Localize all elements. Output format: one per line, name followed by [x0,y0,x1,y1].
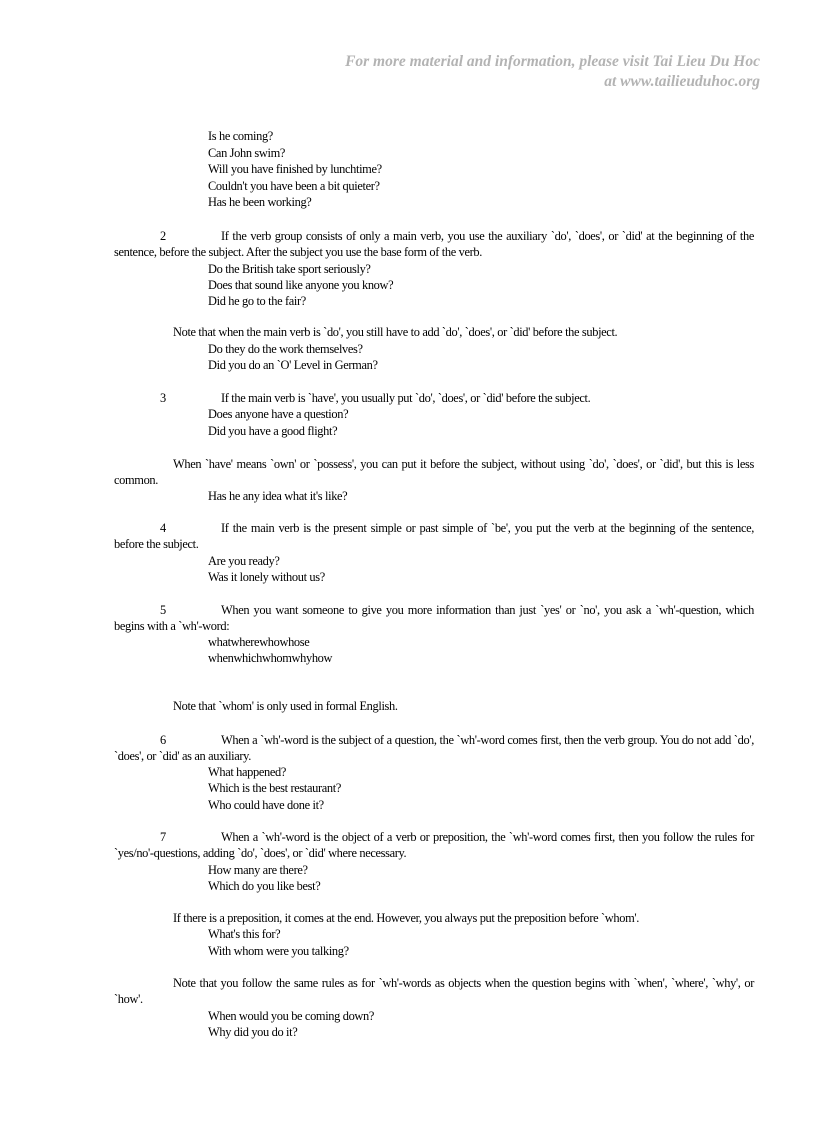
example-line: Does anyone have a question? [208,407,349,421]
page-header [345,52,760,92]
section-number: 3 [160,391,166,405]
section-number: 7 [160,830,166,844]
header-line-2: at www.tailieuduhoc.org [604,73,760,90]
example-line: Did he go to the fair? [208,294,306,308]
section-4-text: If the main verb is the present simple or past simple of `be', you put the verb at the beginning of the sentence, before the subject. [114,521,754,551]
section-2-text: If the verb group consists of only a main verb, you use the auxiliary `do', `does', or `did' at the beginning of the sentence, before the subject. After the subject you use the base form of the verb. [114,229,754,259]
section-7-note-1: If there is a preposition, it comes at the end. However, you always put the preposition before `whom'. [173,911,640,925]
example-line: Did you have a good flight? [208,424,338,438]
example-line: Is he coming? [208,129,273,143]
example-line: whatwherewhowhose [208,635,310,649]
section-7-text: When a `wh'-word is the object of a verb or preposition, the `wh'-word comes first, then you follow the rules for `yes/no'-questions, adding `do', `does', or `did' where necessary. [114,830,754,860]
example-line: Do they do the work themselves? [208,342,363,356]
example-line: When would you be coming down? [208,1009,375,1023]
example-line: Do the British take sport seriously? [208,262,371,276]
section-number: 2 [160,229,166,243]
example-line: Has he any idea what it's like? [208,489,348,503]
section-3-text: If the main verb is `have', you usually put `do', `does', or `did' before the subject. [221,391,591,405]
example-line: Which is the best restaurant? [208,781,341,795]
example-line: What happened? [208,765,287,779]
section-5-note: Note that `whom' is only used in formal English. [173,699,398,713]
header-line-1: For more material and information, please visit Tai Lieu Du Hoc [345,53,760,70]
example-line: Did you do an `O' Level in German? [208,358,378,372]
example-line: Has he been working? [208,195,312,209]
section-6-text: When a `wh'-word is the subject of a question, the `wh'-word comes first, then the verb group. You do not add `do', `does', or `did' as an auxiliary. [114,733,754,763]
section-number: 5 [160,603,166,617]
example-line: How many are there? [208,863,308,877]
example-line: Does that sound like anyone you know? [208,278,394,292]
example-line: What's this for? [208,927,281,941]
section-number: 4 [160,521,166,535]
section-number: 6 [160,733,166,747]
example-line: Are you ready? [208,554,280,568]
section-3-note: When `have' means `own' or `possess', you can put it before the subject, without using `do', `does', or `did', but this is less common. [114,457,754,487]
example-line: Was it lonely without us? [208,570,325,584]
example-line: Who could have done it? [208,798,324,812]
example-line: whenwhichwhomwhyhow [208,651,333,665]
example-line: With whom were you talking? [208,944,349,958]
example-line: Couldn't you have been a bit quieter? [208,179,380,193]
example-line: Can John swim? [208,146,286,160]
section-5-text: When you want someone to give you more information than just `yes' or `no', you ask a `wh'-question, which begins with a `wh'-word: [114,603,754,633]
section-2-note: Note that when the main verb is `do', you still have to add `do', `does', or `did' before the subject. [173,325,618,339]
example-line: Will you have finished by lunchtime? [208,162,382,176]
example-line: Which do you like best? [208,879,321,893]
example-line: Why did you do it? [208,1025,298,1039]
section-7-note-2: Note that you follow the same rules as for `wh'-words as objects when the question begins with `when', `where', `why', or `how'. [114,976,754,1006]
